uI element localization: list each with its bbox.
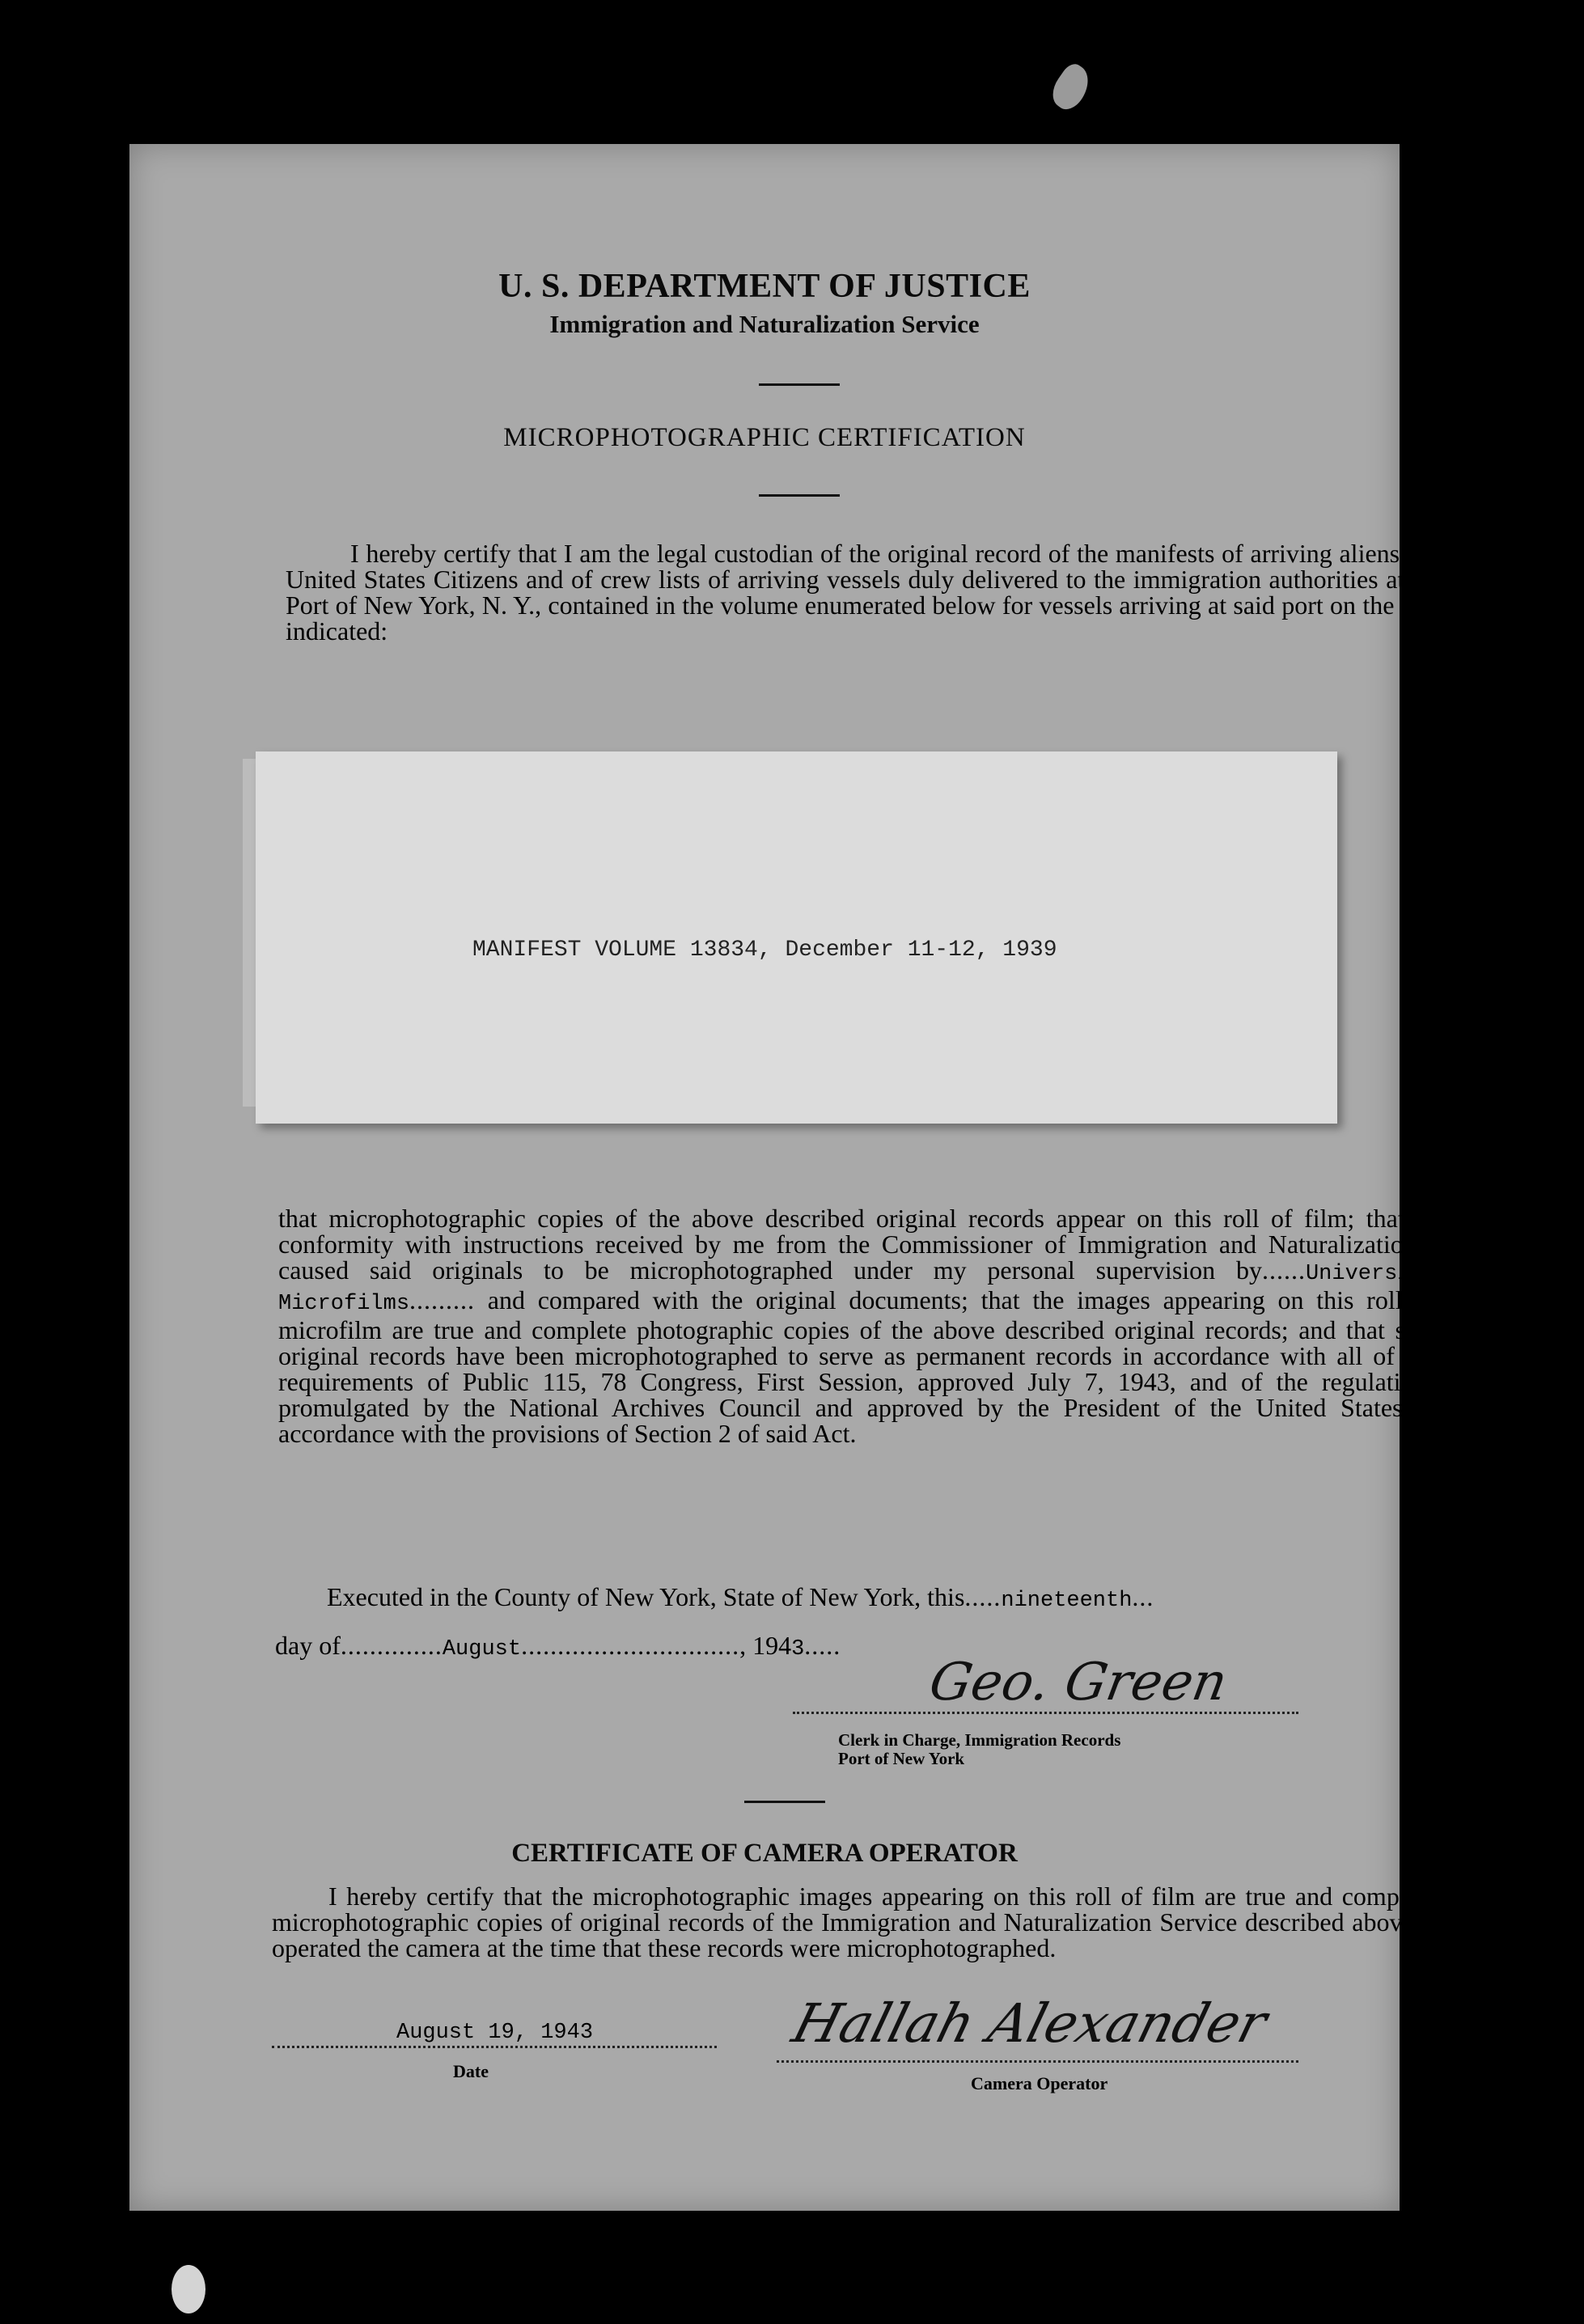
camera-operator-title: CERTIFICATE OF CAMERA OPERATOR [511,1839,1018,1868]
certification-title: MICROPHOTOGRAPHIC CERTIFICATION [503,423,1026,452]
camera-operator-label: Camera Operator [971,2073,1108,2093]
service-subheading: Immigration and Naturalization Service [549,310,980,338]
operator-signature: Hallah Alexander [786,1992,1274,2055]
manifest-slip [256,751,1337,1124]
divider [759,494,840,497]
clerk-signature-line [793,1712,1298,1714]
department-heading: U. S. DEPARTMENT OF JUSTICE [498,268,1031,305]
camera-operator-text: I hereby certify that the microphotographic images appearing on this roll of film are true and complete microphotographic copies of original records of the Immigration and Naturalization Service described above. I operated the camera at the time that these records were microphotographed. [272,1882,1437,1962]
operator-signature-line [777,2060,1298,2063]
film-speck [1045,60,1096,115]
manifest-volume-text: MANIFEST VOLUME 13834, December 11-12, 1939 [472,938,1057,963]
certification-body: that microphotographic copies of the above described original records appear on this roll of film; that in conformity with instructions received by me from the Commissioner of Immigration and Naturalization I caused said originals to be microphotographed under my personal supervision by......University Microfilms......... and compared with the original documents; that the images appearing on this roll of microfilm are true and complete photographic copies of the above described original records; and that said original records have been microphotographed to serve as permanent records in accordance with all of the requirements of Public 115, 78 Congress, First Session, approved July 7, 1943, and of the regulations promulgated by the National Archives Council and approved by the President of the United States in accordance with the provisions of Section 2 of said Act. [278,1204,1438,1448]
day-of-line: day of..............August.............................., 1943..... [275,1631,841,1662]
clerk-title [838,1731,1120,1768]
certificate-sheet [129,144,1444,2211]
divider [744,1801,825,1803]
year-digit-field: 3 [791,1637,805,1662]
certification-intro: I hereby certify that I am the legal custodian of the original record of the manifests of arriving aliens and United States Citizens and of crew lists of arriving vessels duly delivered to the immigration authorities at the Port of New York, N. Y., contained in the volume enumerated below for vessels arriving at said port on the date indicated: [286,539,1444,646]
divider [759,383,840,386]
date-label: Date [453,2061,489,2081]
clerk-signature: Geo. Green [925,1653,1232,1712]
certification-body-part-a: that microphotographic copies of the above described original records appear on this roll of film; that in conformity with instructions received by me from the Commissioner of Immigration and Naturalization I caused said originals to be microphotographed under my personal supervision by [278,1204,1437,1285]
date-line [272,2046,717,2048]
operator-date-field: August 19, 1943 [396,2021,594,2045]
executed-line: Executed in the County of New York, State of New York, this.....nineteenth... [327,1582,1154,1613]
clerk-title-line-2: Port of New York [838,1749,965,1768]
executed-month-field: August [442,1637,522,1662]
film-hole [172,2265,205,2313]
clerk-title-line-1: Clerk in Charge, Immigration Records [838,1730,1121,1750]
executed-text: Executed in the County of New York, State of New York, this [327,1582,965,1611]
certification-body-part-b: and compared with the original documents; that the images appearing on this roll of microfilm are true and complete photographic copies of the above described original records; and that said original records have been microphotographed to serve as permanent records in accordance with all of the requirements of Public 115, 78 Congress, First Session, approved July 7, 1943, and of the regulations promulgated by the National Archives Council and approved by the President of the United States in accordance with the provisions of Section 2 of said Act. [278,1285,1438,1448]
year-prefix: , 194 [739,1631,792,1660]
filmed-by-field: University Microfilms [278,1262,1437,1316]
day-of-text: day of [275,1631,341,1660]
executed-day-field: nineteenth [1001,1589,1133,1613]
slip-shadow-edge [243,759,256,1107]
